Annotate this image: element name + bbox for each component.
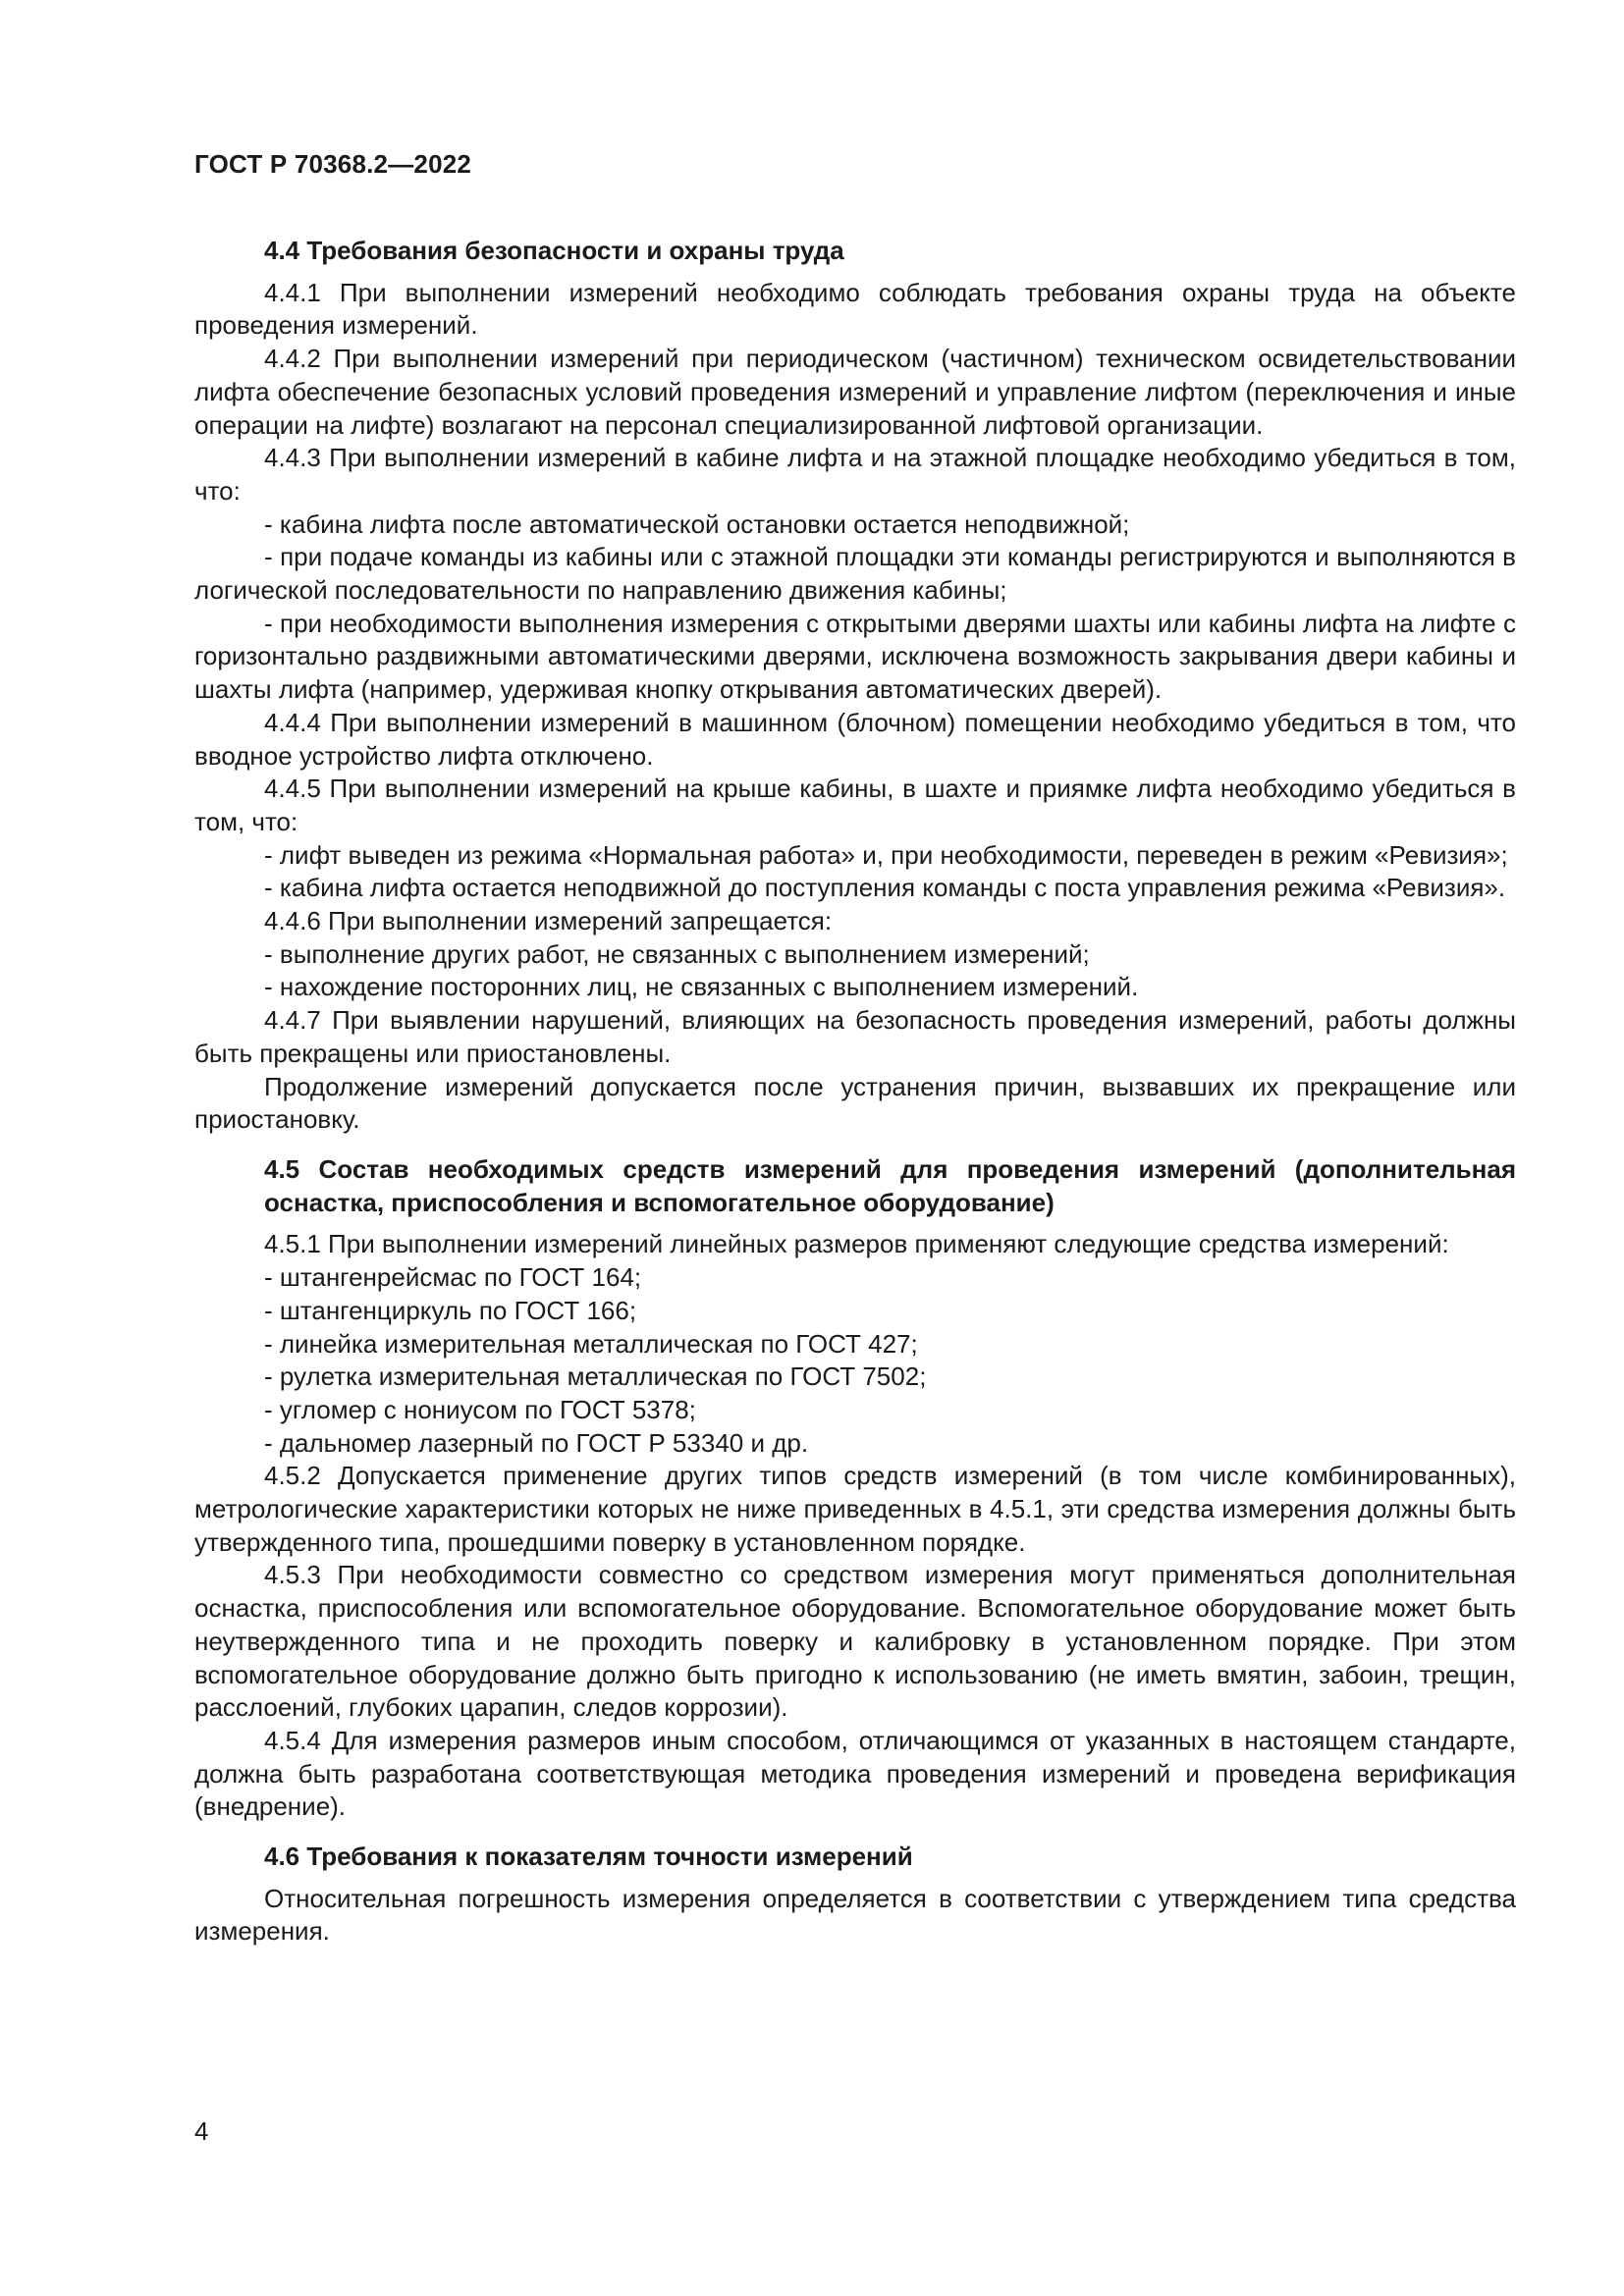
list-item: - кабина лифта после автоматической остановки остается неподвижной; bbox=[264, 508, 1130, 539]
paragraph-4-4-6: 4.4.6 При выполнении измерений запрещается: bbox=[264, 906, 833, 936]
list-item: - дальномер лазерный по ГОСТ Р 53340 и др. bbox=[264, 1427, 809, 1458]
paragraph-4-5-1: 4.5.1 При выполнении измерений линейных размеров применяют следующие средства измерений: bbox=[264, 1229, 1449, 1259]
paragraph-4-5-2: 4.5.2 Допускается применение других типов средств измерений (в том числе комбинированных), метрологические характеристики которых не ниже приведенных в 4.5.1, эти средства измерения должны быть утвержденного типа, прошедшими поверку в установленном порядке. bbox=[194, 1461, 1516, 1557]
list-item: - лифт выведен из режима «Нормальная работа» и, при необходимости, переведен в режим «Ревизия»; bbox=[264, 839, 1508, 870]
list-item: - рулетка измерительная металлическая по ГОСТ 7502; bbox=[264, 1362, 927, 1392]
list-item: - при необходимости выполнения измерения с открытыми дверями шахты или кабины лифта на лифте с горизонтально раздвижными автоматическими дверями, исключена возможность закрывания двери кабины и шахты лифта (например, удерживая кнопку открывания автоматических дверей). bbox=[194, 608, 1516, 705]
document-body bbox=[194, 218, 1516, 1949]
paragraph-4-4-7-continuation: Продолжение измерений допускается после устранения причин, вызвавших их прекращение или приостановку. bbox=[194, 1071, 1516, 1135]
list-item: - штангенциркуль по ГОСТ 166; bbox=[264, 1295, 637, 1325]
section-title-4-5: 4.5 Состав необходимых средств измерений для проведения измерений (дополнительная оснастка, приспособления и вспомогательное оборудование) bbox=[264, 1153, 1516, 1217]
page-number: 4 bbox=[194, 2116, 209, 2146]
list-item: - кабина лифта остается неподвижной до поступления команды с поста управления режима «Ревизия». bbox=[264, 873, 1506, 903]
paragraph-4-4-2: 4.4.2 При выполнении измерений при периодическом (частичном) техническом освидетельствовании лифта обеспечение безопасных условий проведения измерений и управление лифтом (переключения и иные операции на лифте) возлагают на персонал специализированной лифтовой организации. bbox=[194, 344, 1516, 440]
document-code-header: ГОСТ Р 70368.2—2022 bbox=[194, 149, 472, 179]
list-item: - выполнение других работ, не связанных с выполнением измерений; bbox=[264, 938, 1090, 969]
paragraph-4-5-4: 4.5.4 Для измерения размеров иным способом, отличающимся от указанных в настоящем стандарте, должна быть разработана соответствующая методика проведения измерений и проведена верификация (внедрение). bbox=[194, 1725, 1516, 1822]
list-item: - при подаче команды из кабины или с этажной площадки эти команды регистрируются и выполняются в логической последовательности по направлению движения кабины; bbox=[194, 542, 1516, 606]
paragraph-4-4-1: 4.4.1 При выполнении измерений необходимо соблюдать требования охраны труда на объекте проведения измерений. bbox=[194, 277, 1516, 341]
list-item: - штангенрейсмас по ГОСТ 164; bbox=[264, 1262, 642, 1293]
paragraph-4-4-3: 4.4.3 При выполнении измерений в кабине лифта и на этажной площадке необходимо убедиться в том, что: bbox=[194, 443, 1516, 506]
paragraph-4-4-7: 4.4.7 При выявлении нарушений, влияющих на безопасность проведения измерений, работы должны быть прекращены или приостановлены. bbox=[194, 1005, 1516, 1068]
list-item: - нахождение посторонних лиц, не связанных с выполнением измерений. bbox=[264, 972, 1139, 1002]
paragraph-4-5-3: 4.5.3 При необходимости совместно со средством измерения могут применяться дополнительная оснастка, приспособления или вспомогательное оборудование. Вспомогательное оборудование может быть неутвержденного типа и не проходить поверку и калибровку в установленном порядке. При этом вспомогательное оборудование должно быть пригодно к использованию (не иметь вмятин, забоин, трещин, расслоений, глубоких царапин, следов коррозии). bbox=[194, 1560, 1516, 1723]
paragraph-4-4-4: 4.4.4 При выполнении измерений в машинном (блочном) помещении необходимо убедиться в том, что вводное устройство лифта отключено. bbox=[194, 707, 1516, 771]
section-title-4-4: 4.4 Требования безопасности и охраны труда bbox=[264, 236, 844, 265]
paragraph-4-6: Относительная погрешность измерения определяется в соответствии с утверждением типа средства измерения. bbox=[194, 1883, 1516, 1947]
list-item: - линейка измерительная металлическая по ГОСТ 427; bbox=[264, 1328, 918, 1359]
paragraph-4-4-5: 4.4.5 При выполнении измерений на крыше кабины, в шахте и приямке лифта необходимо убедиться в том, что: bbox=[194, 774, 1516, 836]
section-title-4-6: 4.6 Требования к показателям точности измерений bbox=[264, 1842, 913, 1872]
list-item: - угломер с нониусом по ГОСТ 5378; bbox=[264, 1394, 696, 1424]
